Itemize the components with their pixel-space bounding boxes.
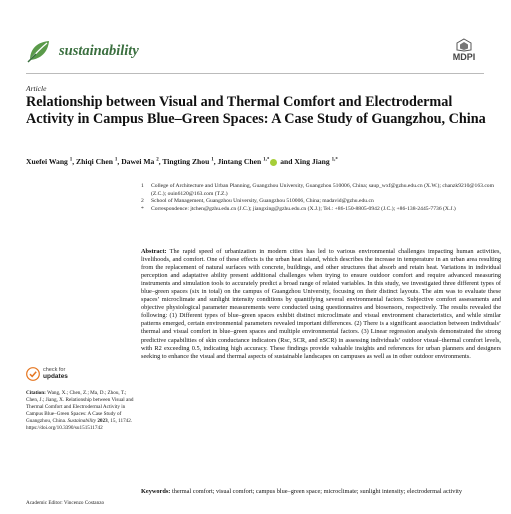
abstract [141,248,501,361]
author-name: Tingting Zhou [162,157,210,166]
affiliations [141,183,501,213]
header-divider [26,73,484,74]
keywords [141,488,501,496]
affiliation-mark: * [141,205,144,212]
author-separator: , [72,157,77,166]
author-name: Zhiqi Chen [76,157,113,166]
affiliation-item [141,206,501,214]
affiliation-item [141,198,501,206]
author-separator: , [213,157,218,166]
journal-header [26,36,496,70]
updates-line1: check for [43,367,66,373]
citation-rest: , 15, 11742. https://doi.org/10.3390/su151511742 [26,417,133,431]
check-for-updates-text [43,367,68,380]
citation-journal: Sustainability [67,417,97,424]
citation [26,390,134,431]
abstract-text: The rapid speed of urbanization in modern cities has led to various environmental challenges impacting human activities, livelihoods, and comfort. One of these effects is the urban heat island, which describes the increase in temperature in an urban area resulting from the replacement of natural surfaces with concrete, buildings, and other structures that absorb and retain heat. Variations in individual perception and adaptative ability present additional challenges when trying to ensure outdoor comfort and require advanced measuring instruments and simulation tools to accurately predict a broad range of related variables. In this study, we investigated three different types of blue–green spaces (six in total) on the campus of Guangzhou University, focusing on their distinct layouts. The aim was to evaluate these spaces’ microclimate and sunlight intensity conditions by quantifying several environmental factors. Subjective comfort assessments and objective physiological parameter measurements were conducted using questionnaires and biosensors, respectively. The results revealed the following: (1) Different types of blue–green spaces exhibit distinct microclimate and visual environment characteristics, and while similar patterns emerged, certain environmental parameters revealed important differences. (2) There is a significant association between individuals’ thermal and visual comfort in blue–green spaces and multiple environmental factors. (3) Linear regression analysis demonstrated the strong predictive capabilities of skin conductance indicators (Rsc, SCR, and nSCR) in assessing individuals’ outdoor visual–thermal comfort levels, with R2 exceeding 0.5, indicating high accuracy. These findings provide valuable insights and references for urban planners and designers seeking to enhance the visual and thermal aspects of sustainable landscapes on campuses as well as in other outdoor environments. [141,248,502,360]
publisher-hexagon-icon [444,38,484,52]
publisher-name: MDPI [452,52,476,62]
check-for-updates-badge[interactable] [26,366,96,384]
author-affiliation-mark: 1 [114,157,118,163]
author-separator: and [278,157,295,166]
academic-editor: Academic Editor: Vincenzo Costanzo [26,500,105,506]
keywords-text: thermal comfort; visual comfort; campus blue–green space; microclimate; sunlight intensity; electrodermal activity [171,488,463,495]
citation-label: Citation: [26,390,46,396]
affiliation-text: College of Architecture and Urban Planning, Guangzhou University, Guangzhou 510006, China; saup_wxf@gzhu.edu.cn (X.W.); chanzk9210@163.com (Z.C.); ouin6120@163.com (T.Z.) [151,183,494,197]
updates-line2: updates [43,372,68,380]
author-affiliation-mark: 1,* [331,157,338,163]
author-name: Dawei Ma [121,157,155,166]
article-title: Relationship between Visual and Thermal Comfort and Electrodermal Activity in Campus Blue–Green Spaces: A Case Study of Guangzhou, China [26,94,486,127]
author-affiliation-mark: 1 [211,157,214,163]
author-list [26,157,496,166]
affiliation-mark: 2 [141,198,144,205]
abstract-label: Abstract: [141,248,167,255]
article-type: Article [26,84,47,93]
orcid-icon[interactable] [270,159,277,166]
author-affiliation-mark: 1,* [263,157,270,163]
citation-year: 2023 [97,417,108,424]
journal-name: sustainability [59,43,139,59]
check-for-updates-icon [26,367,40,381]
keywords-label: Keywords: [141,488,171,495]
author-name: Xuefei Wang [26,157,68,166]
affiliation-mark: 1 [141,183,144,189]
author-separator: , [158,157,163,166]
citation-text: Wang, X.; Chen, Z.; Ma, D.; Zhou, T.; Chen, J.; Jiang, X. Relationship between Visual and Thermal Comfort and Electrodermal Activity in Campus Blue–Green Spaces: A Case Study of Guangzhou, China. [26,390,134,424]
author-separator: , [117,157,122,166]
author-name: Jintang Chen [217,157,262,166]
author-affiliation-mark: 1 [69,157,73,163]
leaf-logo-icon [26,38,52,64]
affiliation-text: Correspondence: jtchen@gzhu.edu.cn (J.C.); jiangxing@gzhu.edu.cn (X.J.); Tel.: +86-150-8805-0942 (J.C.); +86-138-2445-7736 (X.J.) [151,205,456,212]
author-name: Xing Jiang [294,157,330,166]
publisher-logo [444,38,484,64]
affiliation-text: School of Management, Guangzhou University, Guangzhou 510006, China; madavid@gzhu.edu.cn [151,198,374,205]
affiliation-item [141,183,501,198]
author-affiliation-mark: 2 [156,157,159,163]
